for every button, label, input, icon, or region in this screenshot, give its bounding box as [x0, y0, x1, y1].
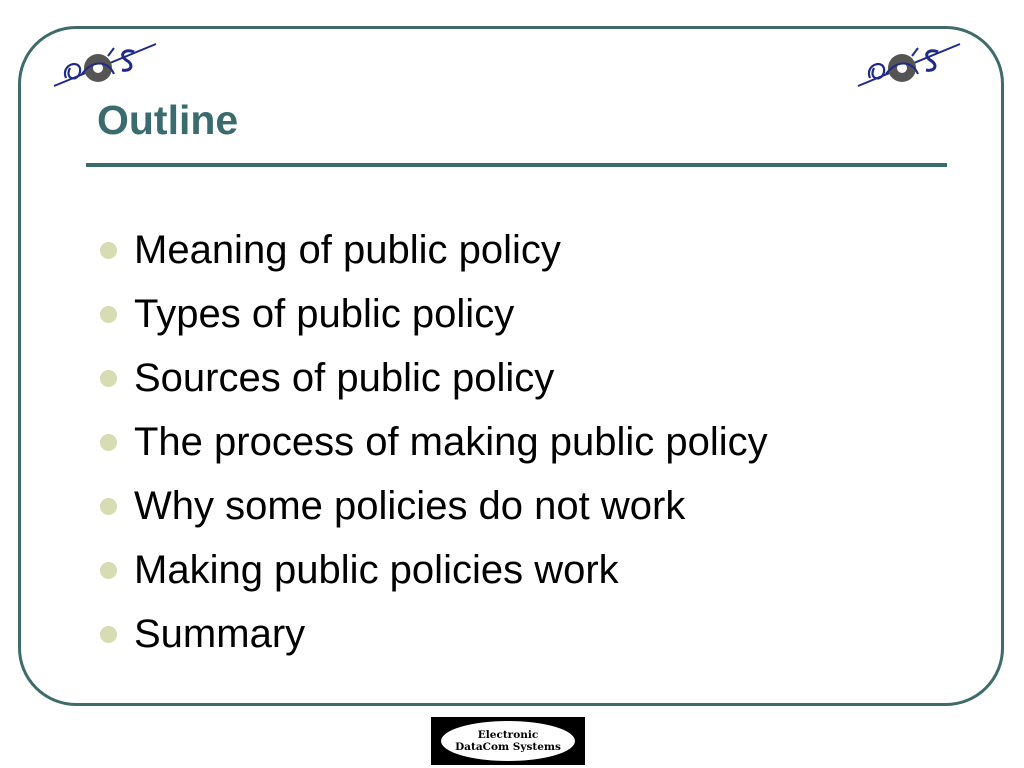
bullet-list: [96, 218, 768, 666]
bullet-item: [96, 602, 768, 666]
bullet-item: [96, 410, 768, 474]
bullet-text: Types of public policy: [134, 291, 515, 336]
slide-title: Outline: [97, 97, 239, 143]
footer-logo-badge: [431, 717, 585, 765]
bullet-text: Meaning of public policy: [134, 227, 561, 272]
bullet-item: [96, 474, 768, 538]
bullet-dot-icon: [100, 562, 117, 579]
bullet-text: Sources of public policy: [134, 355, 555, 400]
bullet-text: Summary: [134, 611, 306, 656]
title-divider: [86, 163, 947, 167]
bullet-dot-icon: [100, 498, 117, 515]
badge-line-2: DataCom Systems: [455, 741, 561, 753]
bullet-text: Why some policies do not work: [134, 483, 686, 528]
bullet-dot-icon: [100, 242, 117, 259]
bullet-item: [96, 218, 768, 282]
bullet-dot-icon: [100, 370, 117, 387]
bullet-item: [96, 282, 768, 346]
bullet-text: The process of making public policy: [134, 419, 768, 464]
company-logo-icon: [52, 34, 160, 92]
bullet-dot-icon: [100, 306, 117, 323]
bullet-item: [96, 346, 768, 410]
badge-line-1: Electronic: [477, 729, 539, 741]
bullet-dot-icon: [100, 434, 117, 451]
badge-inner: [441, 721, 575, 761]
bullet-item: [96, 538, 768, 602]
bullet-text: Making public policies work: [134, 547, 619, 592]
bullet-dot-icon: [100, 626, 117, 643]
company-logo-icon: [856, 34, 964, 92]
